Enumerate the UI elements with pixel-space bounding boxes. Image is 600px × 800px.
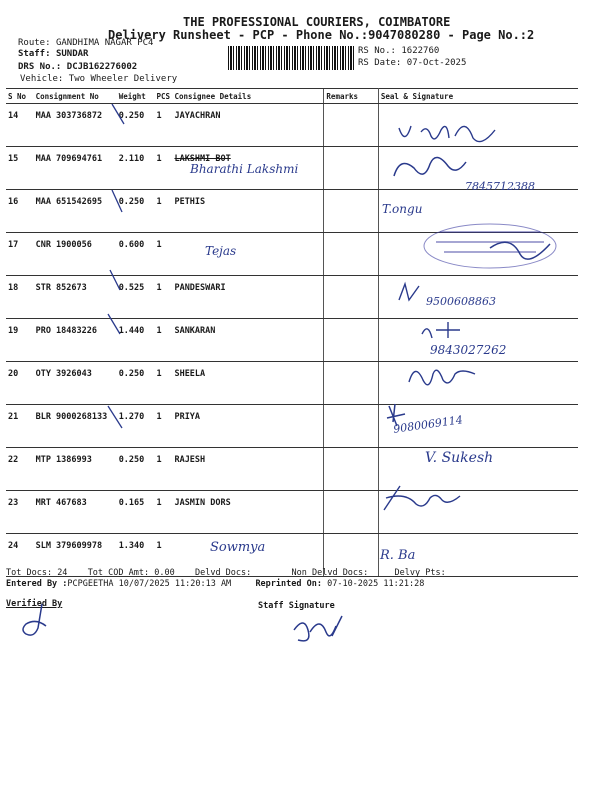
- signature-row-18: [395, 280, 427, 306]
- drs-value: DCJB162276002: [66, 62, 138, 72]
- cell-pcs: 1: [154, 276, 172, 319]
- verified-by-signature: [16, 602, 56, 642]
- rs-no-label: RS No.:: [358, 46, 396, 56]
- signature-row-19: [418, 320, 468, 342]
- cell-weight: 1.340: [117, 534, 155, 577]
- cell-weight: 0.525: [117, 276, 155, 319]
- cell-consignee: [172, 233, 323, 276]
- cell-weight: 1.440: [117, 319, 155, 362]
- table-row: [6, 405, 578, 448]
- reprinted-label: Reprinted On:: [255, 579, 322, 589]
- tot-docs-label: Tot Docs:: [6, 568, 53, 578]
- cell-sno: 15: [6, 147, 34, 190]
- cell-remarks: [324, 319, 378, 362]
- cell-remarks: [324, 491, 378, 534]
- cell-sno: 22: [6, 448, 34, 491]
- vehicle-value: Two Wheeler Delivery: [68, 74, 178, 84]
- cell-weight: 2.110: [117, 147, 155, 190]
- staff-value: SUNDAR: [55, 49, 89, 59]
- cell-remarks: [324, 233, 378, 276]
- cell-sno: 17: [6, 233, 34, 276]
- cell-weight: 0.250: [117, 190, 155, 233]
- cell-weight: 0.165: [117, 491, 155, 534]
- cell-pcs: 1: [154, 319, 172, 362]
- cell-sno: 20: [6, 362, 34, 405]
- drs-line: [18, 62, 137, 72]
- cell-pcs: 1: [154, 405, 172, 448]
- rs-date-line: [358, 58, 466, 68]
- pen-tick-marks: [100, 100, 160, 570]
- cell-consignee: PANDESWARI: [172, 276, 323, 319]
- col-consignee: Consignee Details: [172, 89, 323, 104]
- handwritten-phone-row-15: 7845712388: [465, 180, 535, 193]
- handwritten-phone-row-19: 9843027262: [430, 343, 507, 357]
- signature-row-20: [405, 362, 485, 390]
- cell-sno: 14: [6, 104, 34, 147]
- tot-cod-label: Tot COD Amt:: [87, 568, 150, 578]
- cell-sno: 16: [6, 190, 34, 233]
- handwritten-sig-row-24: R. Ba: [380, 548, 416, 563]
- cell-pcs: 1: [154, 362, 172, 405]
- table-row: [6, 362, 578, 405]
- barcode: [228, 46, 354, 70]
- cell-sno: 19: [6, 319, 34, 362]
- route-line: [18, 38, 153, 48]
- cell-consignment: PRO 18483226: [34, 319, 117, 362]
- cell-weight: 0.250: [117, 362, 155, 405]
- handwritten-name-row-15: Bharathi Lakshmi: [190, 162, 299, 176]
- cell-consignment: MAA 303736872: [34, 104, 117, 147]
- cell-consignee: SHEELA: [172, 362, 323, 405]
- rs-no-line: [358, 46, 439, 56]
- staff-signature: [288, 612, 348, 646]
- rs-date-label: RS Date:: [358, 58, 402, 68]
- drs-label: DRS No.:: [18, 62, 62, 72]
- cell-pcs: 1: [154, 534, 172, 577]
- cell-sno: 21: [6, 405, 34, 448]
- cell-sno: 18: [6, 276, 34, 319]
- rs-no-value: 1622760: [401, 46, 440, 56]
- runsheet-title: Delivery Runsheet - PCP - Phone No.:9047080280 - Page No.:2: [108, 28, 535, 42]
- cell-consignment: SLM 379609978: [34, 534, 117, 577]
- cell-pcs: 1: [154, 233, 172, 276]
- route-value: GANDHIMA NAGAR PC4: [55, 38, 154, 48]
- stamp-row-17: [420, 218, 560, 274]
- cell-pcs: 1: [154, 190, 172, 233]
- entered-line: [6, 579, 424, 589]
- cell-pcs: 1: [154, 147, 172, 190]
- cell-remarks: [324, 276, 378, 319]
- cell-consignee: JASMIN DORS: [172, 491, 323, 534]
- col-consignment: Consignment No: [34, 89, 117, 104]
- signature-row-14: [395, 118, 505, 148]
- cell-consignment: MAA 651542695: [34, 190, 117, 233]
- staff-line: [18, 49, 88, 59]
- signature-row-23: [380, 484, 470, 514]
- table-header: [6, 89, 578, 104]
- handwritten-sig-row-22: V. Sukesh: [425, 450, 494, 466]
- company-name: THE PROFESSIONAL COURIERS, COIMBATORE: [183, 15, 451, 29]
- cell-remarks: [324, 104, 378, 147]
- cell-consignee: SANKARAN: [172, 319, 323, 362]
- col-seal: Seal & Signature: [378, 89, 578, 104]
- cell-consignment: OTY 3926043: [34, 362, 117, 405]
- cell-remarks: [324, 190, 378, 233]
- cell-remarks: [324, 362, 378, 405]
- cell-remarks: [324, 405, 378, 448]
- staff-signature-label: Staff Signature: [258, 601, 335, 611]
- col-weight: Weight: [117, 89, 155, 104]
- cell-remarks: [324, 147, 378, 190]
- cell-consignee: RAJESH: [172, 448, 323, 491]
- cell-consignment: MRT 467683: [34, 491, 117, 534]
- cell-consignee: LAKSHMI BOT: [172, 147, 323, 190]
- cell-consignment: STR 852673: [34, 276, 117, 319]
- handwritten-name-row-24: Sowmya: [210, 540, 266, 555]
- cell-consignee: JAYACHRAN: [172, 104, 323, 147]
- cell-consignee: PETHIS: [172, 190, 323, 233]
- table-row: [6, 491, 578, 534]
- staff-label: Staff:: [18, 49, 51, 59]
- route-label: Route:: [18, 38, 51, 48]
- cell-weight: 0.250: [117, 448, 155, 491]
- cell-pcs: 1: [154, 104, 172, 147]
- cell-consignment: MTP 1386993: [34, 448, 117, 491]
- col-remarks: Remarks: [324, 89, 378, 104]
- rs-date-value: 07-Oct-2025: [406, 58, 467, 68]
- cell-weight: 1.270: [117, 405, 155, 448]
- cell-sno: 24: [6, 534, 34, 577]
- cell-sno: 23: [6, 491, 34, 534]
- entered-by-value: PCPGEETHA 10/07/2025 11:20:13 AM: [67, 579, 232, 589]
- col-pcs: PCS: [154, 89, 172, 104]
- col-sno: S No: [6, 89, 34, 104]
- delvy-pts-label: Delvy Pts:: [394, 568, 446, 578]
- cell-pcs: 1: [154, 448, 172, 491]
- vehicle-label: Vehicle:: [20, 74, 64, 84]
- cell-consignment: CNR 1900056: [34, 233, 117, 276]
- handwritten-sig-row-16: T.ongu: [382, 202, 423, 216]
- cell-remarks: [324, 448, 378, 491]
- cell-weight: 0.250: [117, 104, 155, 147]
- cell-consignment: BLR 9000268133: [34, 405, 117, 448]
- verified-by-label: Verified By: [6, 599, 63, 609]
- cell-weight: 0.600: [117, 233, 155, 276]
- vehicle-line: [20, 74, 177, 84]
- cell-consignment: MAA 709694761: [34, 147, 117, 190]
- totals-line: [6, 568, 446, 578]
- handwritten-phone-row-21: 9080069114: [392, 413, 464, 436]
- tot-docs-value: 24: [57, 568, 68, 578]
- entered-by-label: Entered By :: [6, 579, 68, 589]
- tot-cod-value: 0.00: [154, 568, 175, 578]
- handwritten-phone-row-18: 9500608863: [426, 295, 496, 308]
- cell-pcs: 1: [154, 491, 172, 534]
- signature-row-15: [388, 154, 468, 190]
- non-delvd-docs-label: Non Delvd Docs:: [291, 568, 369, 578]
- reprinted-value: 07-10-2025 11:21:28: [327, 579, 425, 589]
- cell-consignee: PRIYA: [172, 405, 323, 448]
- handwritten-sig-row-17: Tejas: [205, 244, 237, 258]
- delvd-docs-label: Delvd Docs:: [194, 568, 252, 578]
